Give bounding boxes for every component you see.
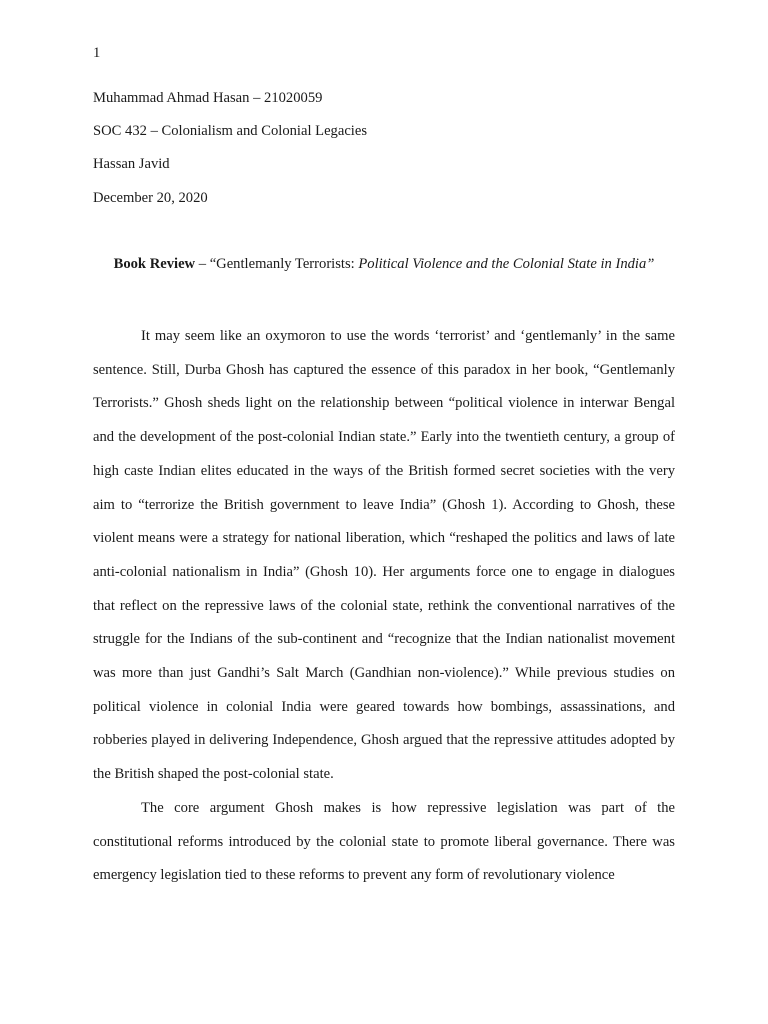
date-line: December 20, 2020 xyxy=(93,190,208,206)
page-number: 1 xyxy=(93,45,101,61)
title-subtitle: Political Violence and the Colonial State in India” xyxy=(358,256,655,272)
instructor-line: Hassan Javid xyxy=(93,156,170,172)
document-title xyxy=(0,255,768,273)
author-line: Muhammad Ahmad Hasan – 21020059 xyxy=(93,90,323,106)
title-separator: – “Gentlemanly Terrorists: xyxy=(195,256,359,272)
body-text xyxy=(93,320,675,893)
title-label: Book Review xyxy=(113,256,196,272)
paragraph-1: It may seem like an oxymoron to use the words ‘terrorist’ and ‘gentlemanly’ in the same sentence. Still, Durba Ghosh has captured the essence of this paradox in her book, “Gentlemanly Terrorists.” Ghosh sheds light on the relationship between “political violence in interwar Bengal and the development of the post-colonial Indian state.” Early into the twentieth century, a group of high caste Indian elites educated in the ways of the British formed secret societies with the very aim to “terrorize the British government to leave India” (Ghosh 1). According to Ghosh, these violent means were a strategy for national liberation, which “reshaped the politics and laws of late anti-colonial nationalism in India” (Ghosh 10). Her arguments force one to engage in dialogues that reflect on the repressive laws of the colonial state, rethink the conventional narratives of the struggle for the Indians of the sub-continent and “recognize that the Indian nationalist movement was more than just Gandhi’s Salt March (Gandhian non-violence).” While previous studies on political violence in colonial India were geared towards how bombings, assassinations, and robberies played in delivering Independence, Ghosh argued that the repressive attitudes adopted by the British shaped the post-colonial state. xyxy=(93,328,675,783)
paragraph-2: The core argument Ghosh makes is how repressive legislation was part of the constitutional reforms introduced by the colonial state to promote liberal governance. There was emergency legislation tied to these reforms to prevent any form of revolutionary violence xyxy=(93,799,675,884)
course-line: SOC 432 – Colonialism and Colonial Legacies xyxy=(93,123,368,139)
